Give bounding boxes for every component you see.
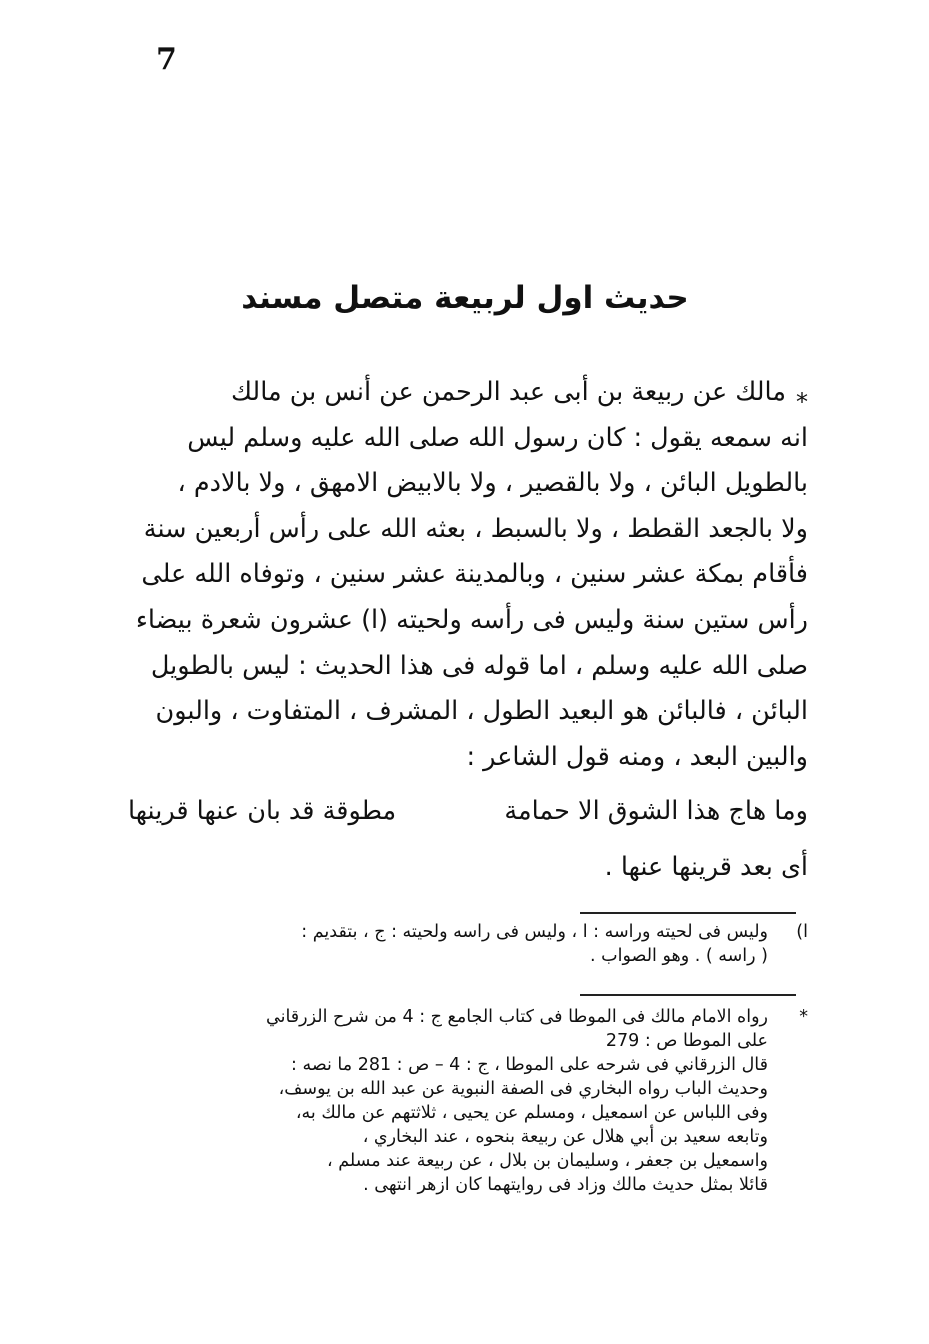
asterisk-icon: * bbox=[796, 388, 808, 416]
footnote-1 bbox=[128, 920, 808, 968]
text-line: ولا بالجعد القطط ، ولا بالسبط ، بعثه الله على رأس أربعين سنة bbox=[143, 513, 808, 544]
text-line: فأقام بمكة عشر سنين ، وبالمدينة عشر سنين ، وتوفاه الله على bbox=[141, 559, 808, 590]
footnote-line: ( راسه ) . وهو الصواب . bbox=[590, 946, 768, 966]
main-text bbox=[128, 370, 808, 780]
footnote-line: وفى اللباس عن اسمعيل ، ومسلم عن يحيى ، ثلاثتهم عن مالك به، bbox=[295, 1103, 768, 1123]
page-number: 7 bbox=[156, 42, 177, 77]
footnote-2 bbox=[128, 1005, 808, 1197]
footnote-line: وحديث الباب رواه البخاري فى الصفة النبوية عن عبد الله بن يوسف، bbox=[278, 1079, 768, 1099]
text-line: رأس ستين سنة وليس فى رأسه ولحيته (ا) عشرون شعرة بيضاء bbox=[135, 604, 808, 635]
chapter-title: حديث اول لربيعة متصل مسند bbox=[241, 280, 689, 316]
text-line: انه سمعه يقول : كان رسول الله صلى الله عليه وسلم ليس bbox=[187, 422, 808, 453]
footnote-line: قال الزرقاني فى شرحه على الموطا ، ج : 4 – ص : 281 ما نصه : bbox=[290, 1055, 768, 1075]
text-line: البائن ، فالبائن هو البعيد الطول ، المشرف ، المتفاوت ، والبون bbox=[155, 696, 808, 727]
text-line: *مالك عن ربيعة بن أبى عبد الرحمن عن أنس بن مالك bbox=[230, 377, 808, 416]
footnote-line: رواه الامام مالك فى الموطا فى كتاب الجامع ج : 4 من شرح الزرقاني bbox=[266, 1007, 768, 1027]
footnote-divider bbox=[580, 994, 796, 996]
verse-explanation: أى بعد قرينها عنها . bbox=[604, 852, 808, 882]
footnote-line: وتابعه سعيد بن أبي هلال عن ربيعة بنحوه ، عند البخاري ، bbox=[362, 1127, 768, 1147]
text-line: بالطويل البائن ، ولا بالقصير ، ولا بالابيض الامهق ، ولا بالادم ، bbox=[177, 468, 808, 499]
poetry-verse bbox=[128, 796, 808, 826]
footnote-divider bbox=[580, 912, 796, 914]
footnote-line: على الموطا ص : 279 bbox=[605, 1031, 768, 1051]
verse-first-hemistich: وما هاج هذا الشوق الا حمامة bbox=[504, 796, 808, 826]
footnote-line: واسمعيل بن جعفر ، وسليمان بن بلال ، عن ربيعة عند مسلم ، bbox=[327, 1151, 768, 1171]
text-line: والبين البعد ، ومنه قول الشاعر : bbox=[466, 741, 808, 772]
text-line: صلى الله عليه وسلم ، اما قوله فى هذا الحديث : ليس بالطويل bbox=[150, 650, 808, 681]
footnote-marker: ا) bbox=[796, 922, 808, 942]
footnote-line: قائلا بمثل حديث مالك وزاد فى روايتهما كان ازهر انتهى . bbox=[363, 1175, 768, 1195]
footnote-line: وليس فى لحيته وراسه : ا ، وليس فى راسه ولحيته : ج ، بتقديم : bbox=[301, 922, 768, 942]
footnote-asterisk-icon: * bbox=[799, 1007, 808, 1027]
verse-second-hemistich: مطوقة قد بان عنها قرينها bbox=[128, 796, 397, 826]
